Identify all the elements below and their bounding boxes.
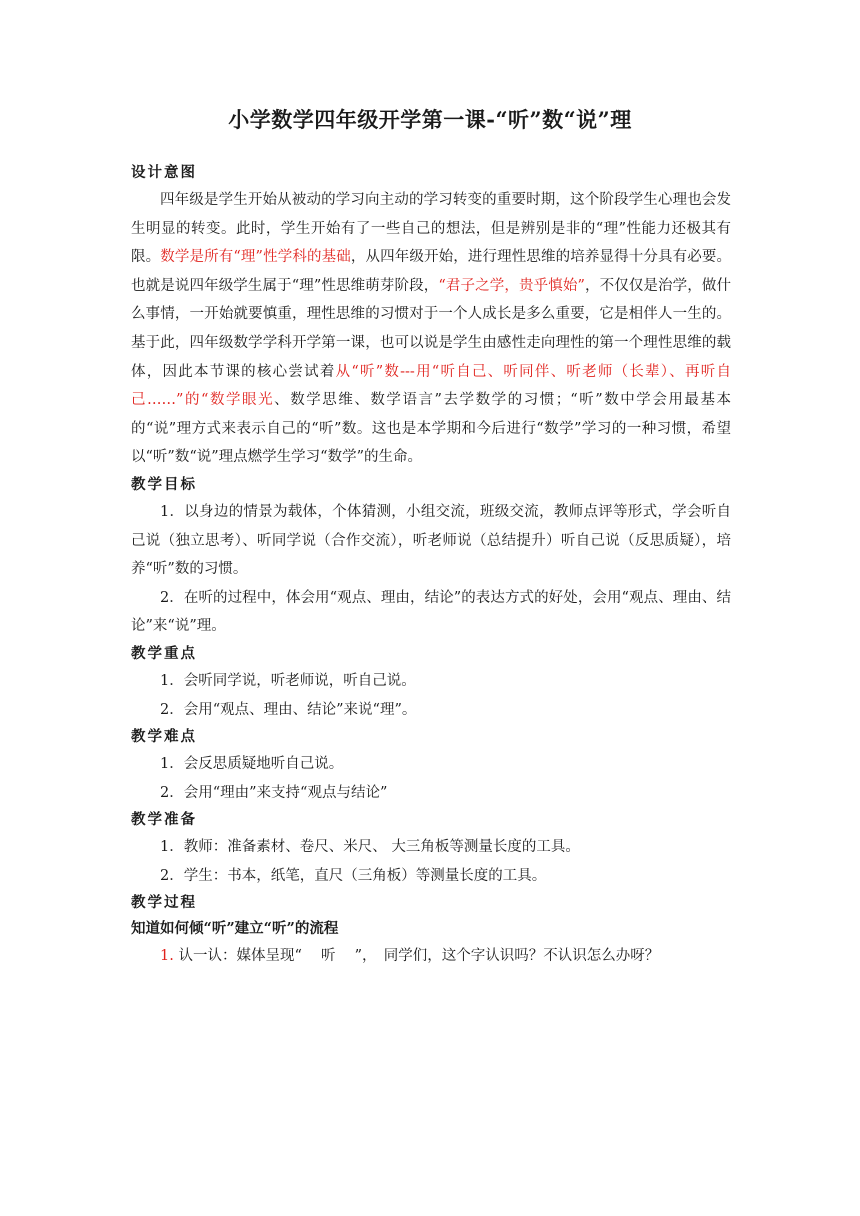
section-heading-preparation: 教学准备 [131,811,197,829]
design-highlight-3: 从“听”数---用“听自己、听同伴、听老师（长辈）、再听自己……”的“数学眼光 [131,363,732,409]
process-step-number: 1. [160,948,174,965]
preparation-item-1: 1．教师：准备素材、卷尺、米尺、 大三角板等测量长度的工具。 [160,839,580,856]
design-paragraph [131,186,731,472]
key-point-item-2: 2．会用“观点、理由、结论”来说“理”。 [160,701,417,718]
section-heading-difficulties: 教学难点 [131,728,197,746]
design-highlight-2: “君子之学，贵乎慎始” [438,277,585,294]
process-subheading: 知道如何倾“听”建立“听”的流程 [131,920,339,938]
section-heading-goals: 教学目标 [131,475,197,493]
section-heading-design: 设计意图 [131,164,197,181]
goal-item-1: 1．以身边的情景为载体，个体猜测，小组交流，班级交流，教师点评等形式，学会听自己说（独立思考）、听同学说（合作交流），听老师说（总结提升）听自己说（反思质疑），培养“听”数的习惯。 [131,503,731,578]
difficulty-item-1: 1．会反思质疑地听自己说。 [160,756,344,773]
preparation-item-2: 2．学生：书本，纸笔，直尺（三角板）等测量长度的工具。 [160,867,547,884]
key-point-item-1: 1．会听同学说，听老师说，听自己说。 [160,672,416,689]
section-heading-process: 教学过程 [131,894,197,912]
process-step-1 [131,942,731,971]
document-body [131,160,731,971]
document-title: 小学数学四年级开学第一课-“听”数“说”理 [228,107,632,132]
difficulty-item-2: 2．会用“理由”来支持“观点与结论” [160,784,388,801]
design-highlight-1: 数学是所有“理”性学科的基础 [160,249,351,266]
design-text-3: ，不仅仅是治学，做什么事情，一开始就要慎重，理性思维的习惯对于一个人成长是多么重要，它是相伴人一生的。基于此，四年级数学学科开学第一课，也可以说是学生由感性走向理性的第一个理性思维的载体，因此本节课的核心尝试着 [131,277,732,380]
section-heading-key-points: 教学重点 [131,644,197,662]
design-text-4: 、数学思维、数学语言”去学数学的习惯；“听”数中学会用最基本的“说”理方式来表示自己的“听”数。这也是本学期和今后进行“数学”学习的一种习惯，希望以“听”数“说”理点燃学生学习“数学”的生命。 [131,392,731,466]
process-step-text: 认一认：媒体呈现“ 听 ”， 同学们，这个字认识吗？不认识怎么办呀？ [173,948,660,965]
goal-item-2: 2．在听的过程中，体会用“观点、理由，结论”的表达方式的好处，会用“观点、理由、结论”来“说”理。 [131,589,731,635]
design-text-1: 四年级是学生开始从被动的学习向主动的学习转变的重要时期，这个阶段学生心理也会发生明显的转变。此时，学生开始有了一些自己的想法，但是辨别是非的“理”性能力还极其有限。 [131,192,731,266]
design-text-2: ，从四年级开始，进行理性思维的培养显得十分具有必要。也就是说四年级学生属于“理”性思维萌芽阶段， [131,249,732,294]
